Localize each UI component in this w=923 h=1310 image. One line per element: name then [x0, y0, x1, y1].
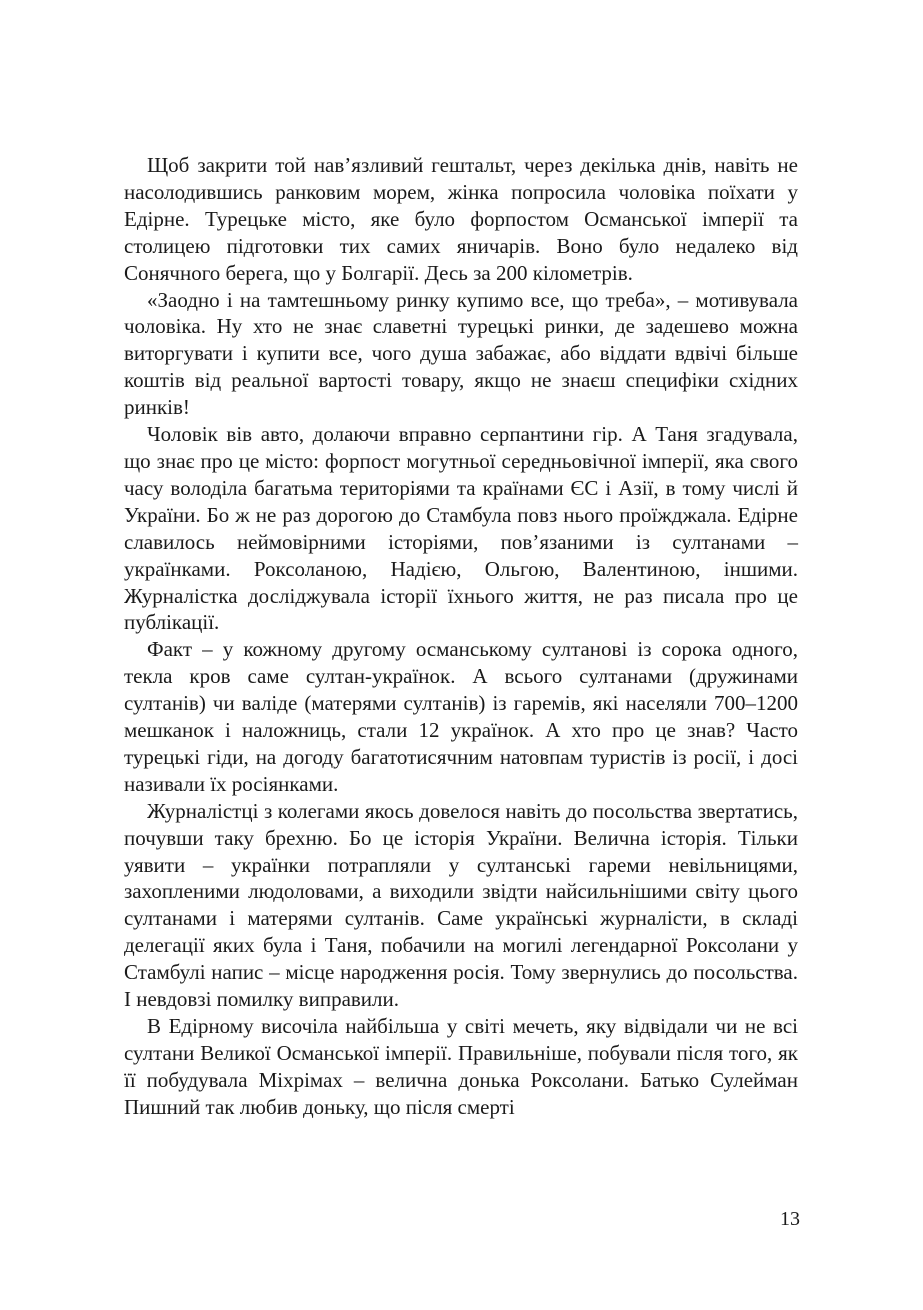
- paragraph-3: Чоловік вів авто, долаючи вправно серпантини гір. А Таня згадувала, що знає про це місто: форпост могутньої середньовічної імперії, яка свого часу володіла багатьма територіями та країнами ЄС і Азії, в тому числі й України. Бо ж не раз дорогою до Стамбула повз нього проїжджала. Едірне славилось неймовірними історіями, пов’язаними із султанами – українками. Роксоланою, Надією, Ольгою, Валентиною, іншими. Журналістка досліджувала історії їхнього життя, не раз писала про це публікації.: [124, 422, 798, 635]
- paragraph-5: Журналістці з колегами якось довелося навіть до посольства звертатись, почувши таку брехню. Бо це історія України. Велична історія. Тільки уявити – українки потрапляли у султанські гареми невільницями, захопленими людоловами, а виходили звідти найсильнішими світу цього султанами і матерями султанів. Саме українські журналісти, в складі делегації яких була і Таня, побачили на могилі легендарної Роксолани у Стамбулі напис – місце народження росія. Тому звернулись до посольства. І невдовзі помилку виправили.: [124, 798, 798, 1012]
- paragraph-6: В Едірному височіла найбільша у світі мечеть, яку відвідали чи не всі султани Великої Османської імперії. Правильніше, побували після того, як її побудувала Міхрімах – велична донька Роксолани. Батько Сулейман Пишний так любив доньку, що після смерті: [124, 1014, 798, 1119]
- paragraph-1: Щоб закрити той нав’язливий гештальт, через декілька днів, навіть не насолодившись ранковим морем, жінка попросила чоловіка поїхати у Едірне. Турецьке місто, яке було форпостом Османської імперії та столицею підготовки тих самих яничарів. Воно було недалеко від Сонячного берега, що у Болгарії. Десь за 200 кілометрів.: [124, 153, 798, 285]
- paragraph-2: «Заодно і на тамтешньому ринку купимо все, що треба», – мотивувала чоловіка. Ну хто не знає славетні турецькі ринки, де задешево можна виторгувати і купити все, чого душа забажає, або віддати вдвічі більше коштів від реальної вартості товару, якщо не знаєш специфіки східних ринків!: [124, 287, 798, 420]
- body-text: [124, 152, 798, 1121]
- page-number: 13: [780, 1208, 800, 1230]
- paragraph-4: Факт – у кожному другому османському султанові із сорока одного, текла кров саме султан-українок. А всього султанами (дружинами султанів) чи валіде (матерями султанів) із гаремів, які населяли 700–1200 мешканок і наложниць, стали 12 українок. А хто про це знав? Часто турецькі гіди, на догоду багатотисячним натовпам туристів із росії, і досі називали їх росіянками.: [124, 637, 798, 796]
